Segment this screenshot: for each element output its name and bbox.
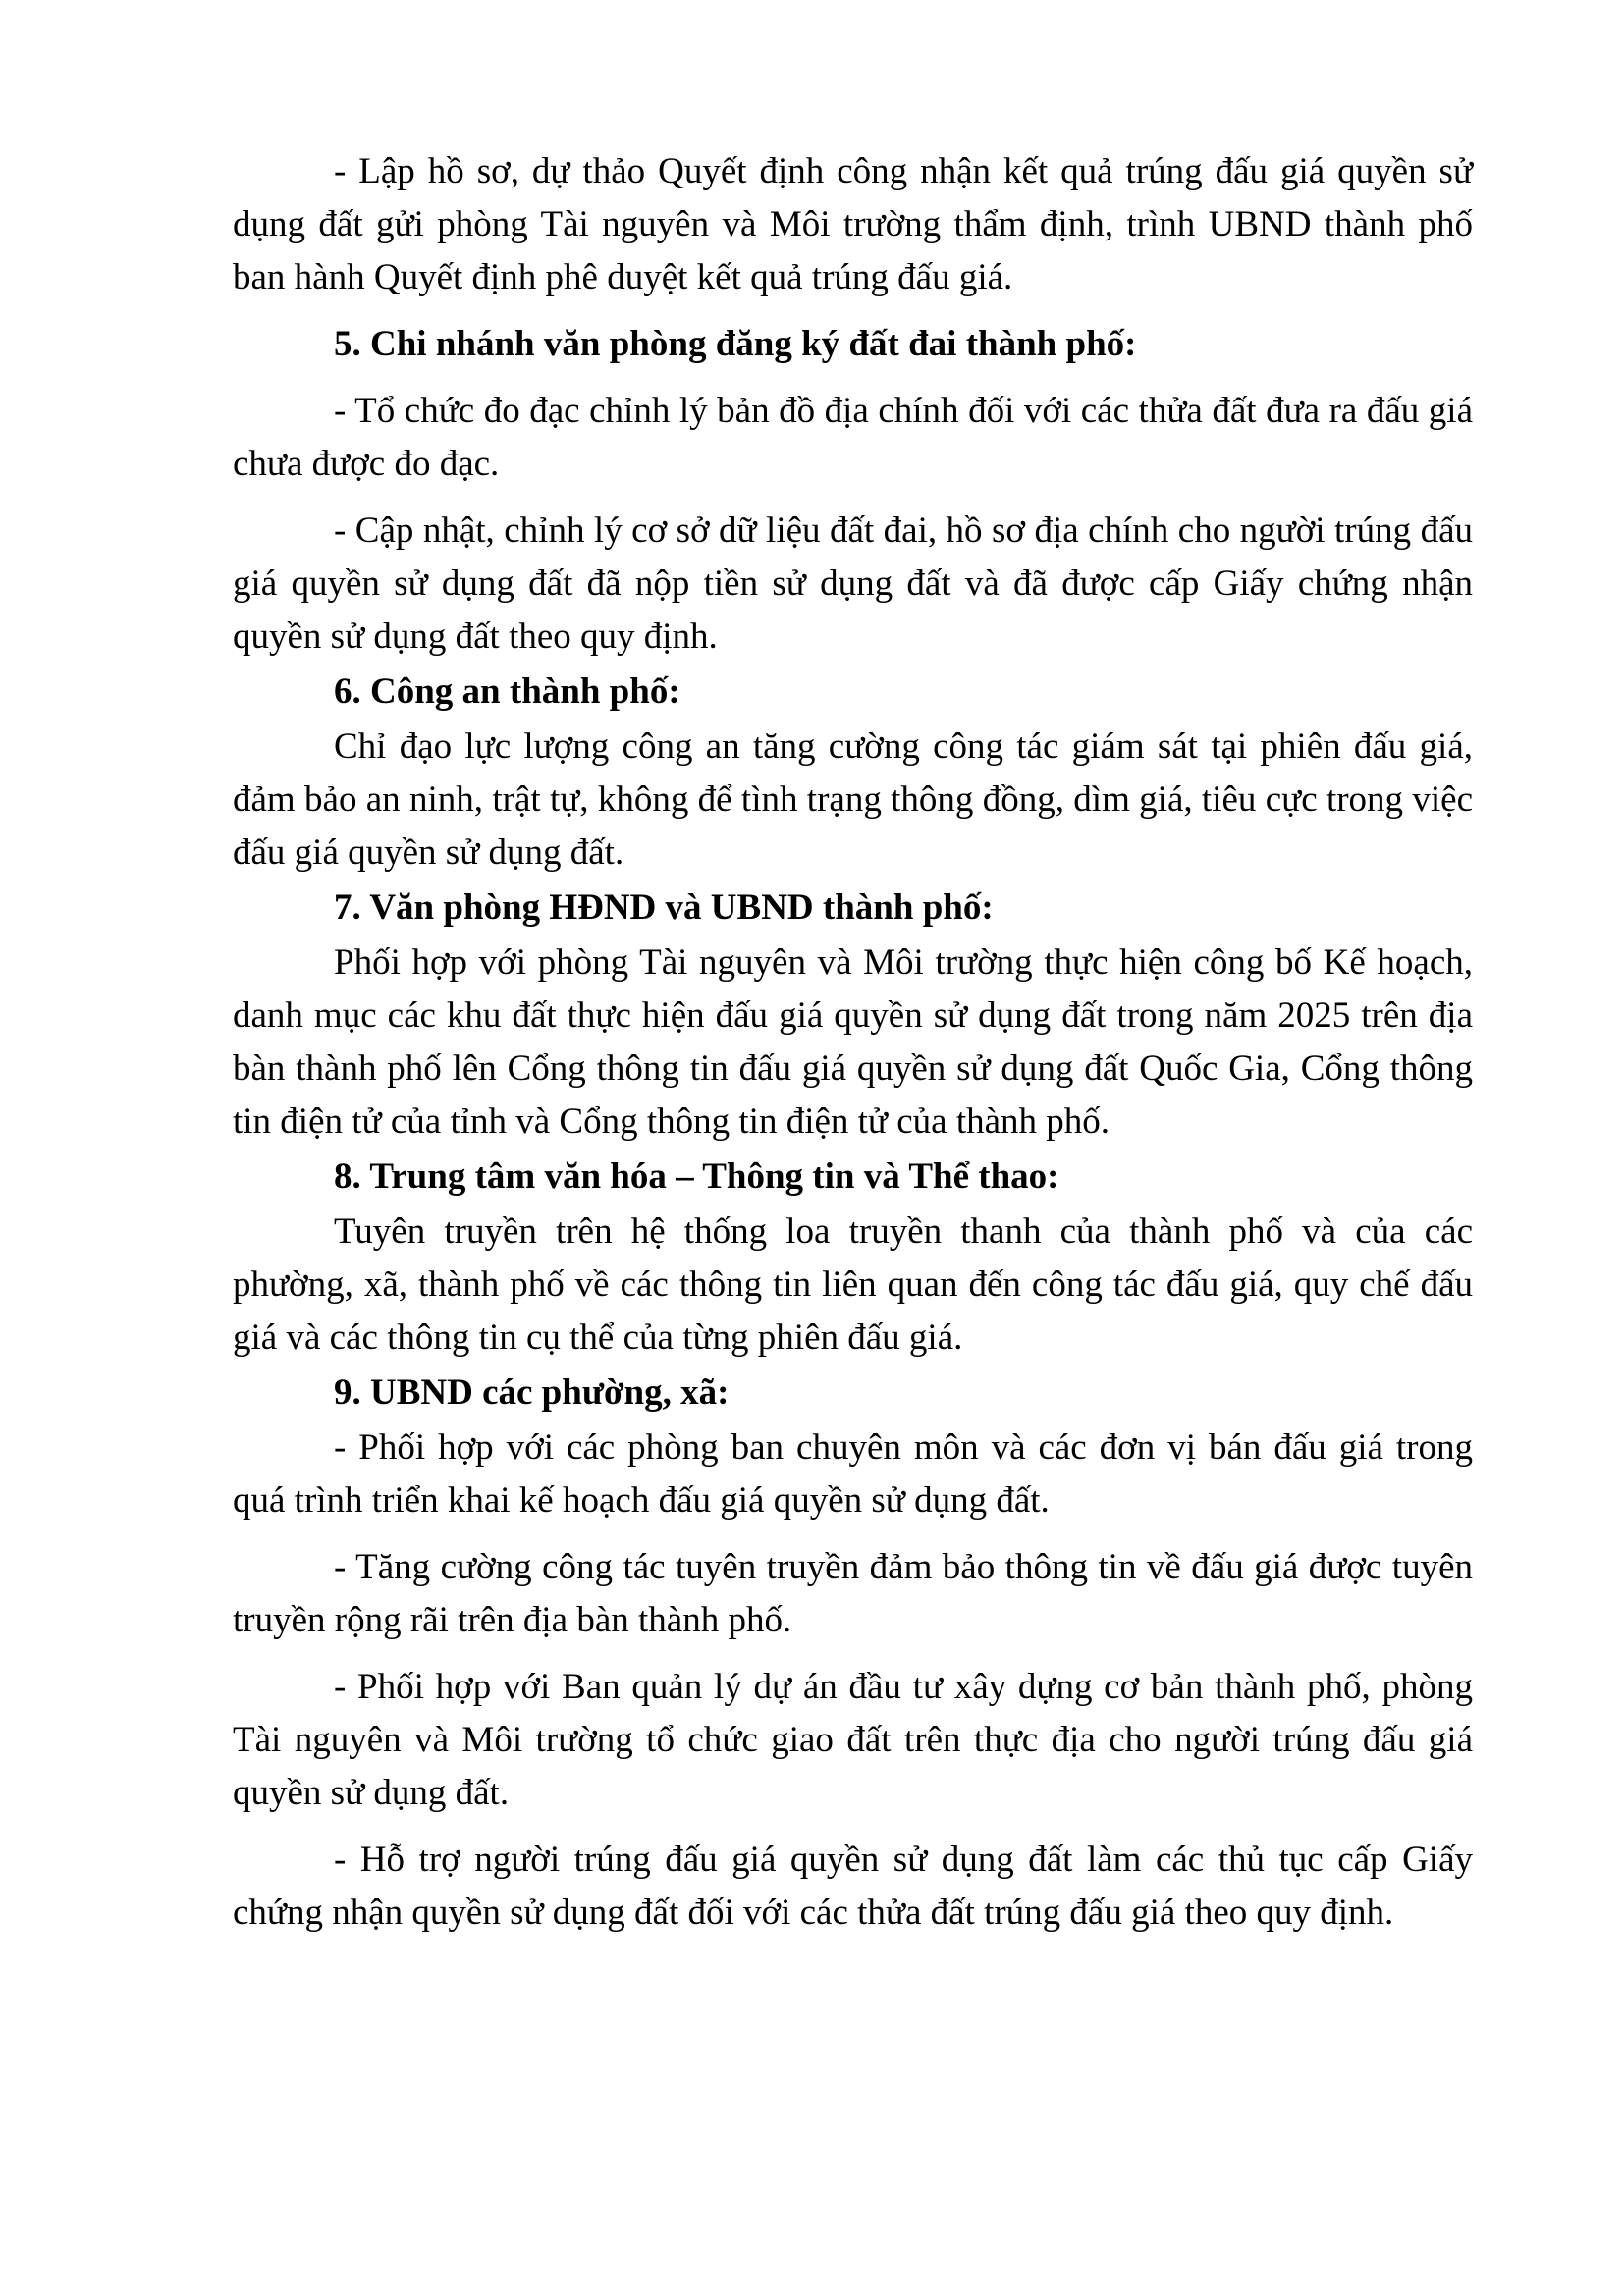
heading-land-registration-office: 5. Chi nhánh văn phòng đăng ký đất đai thành phố: xyxy=(334,324,1137,364)
paragraph-coordinate-departments: - Phối hợp với các phòng ban chuyên môn và các đơn vị bán đấu giá trong quá trình triển khai kế hoạch đấu giá quyền sử dụng đất. xyxy=(233,1427,1473,1521)
paragraph-publish-plan: Phối hợp với phòng Tài nguyên và Môi trường thực hiện công bố Kế hoạch, danh mục các khu đất thực hiện đấu giá quyền sử dụng đất trong năm 2025 trên địa bàn thành phố lên Cổng thông tin đấu giá quyền sử dụng đất Quốc Gia, Cổng thông tin điện tử của tỉnh và Cổng thông tin điện tử của thành phố. xyxy=(233,942,1473,1142)
heading-city-police: 6. Công an thành phố: xyxy=(334,671,680,712)
document-page xyxy=(233,145,1473,1953)
heading-council-office: 7. Văn phòng HĐND và UBND thành phố: xyxy=(334,887,994,928)
paragraph-police-supervision: Chỉ đạo lực lượng công an tăng cường công tác giám sát tại phiên đấu giá, đảm bảo an ninh, trật tự, không để tình trạng thông đồng, dìm giá, tiêu cực trong việc đấu giá quyền sử dụng đất. xyxy=(233,726,1473,873)
paragraph-land-handover: - Phối hợp với Ban quản lý dự án đầu tư xây dựng cơ bản thành phố, phòng Tài nguyên và Môi trường tổ chức giao đất trên thực địa cho người trúng đấu giá quyền sử dụng đất. xyxy=(233,1667,1473,1813)
paragraph-propaganda: - Tăng cường công tác tuyên truyền đảm bảo thông tin về đấu giá được tuyên truyền rộng rãi trên địa bàn thành phố. xyxy=(233,1547,1473,1640)
paragraph-survey: - Tổ chức đo đạc chỉnh lý bản đồ địa chính đối với các thửa đất đưa ra đấu giá chưa được đo đạc. xyxy=(233,391,1473,484)
heading-culture-center: 8. Trung tâm văn hóa – Thông tin và Thể thao: xyxy=(334,1156,1059,1197)
paragraph-update-database: - Cập nhật, chỉnh lý cơ sở dữ liệu đất đai, hồ sơ địa chính cho người trúng đấu giá quyền sử dụng đất đã nộp tiền sử dụng đất và đã được cấp Giấy chứng nhận quyền sử dụng đất theo quy định. xyxy=(233,510,1473,657)
paragraph-certificate-support: - Hỗ trợ người trúng đấu giá quyền sử dụng đất làm các thủ tục cấp Giấy chứng nhận quyền sử dụng đất đối với các thửa đất trúng đấu giá theo quy định. xyxy=(233,1840,1473,1933)
paragraph-draft-decision: - Lập hồ sơ, dự thảo Quyết định công nhận kết quả trúng đấu giá quyền sử dụng đất gửi phòng Tài nguyên và Môi trường thẩm định, trình UBND thành phố ban hành Quyết định phê duyệt kết quả trúng đấu giá. xyxy=(233,151,1473,297)
heading-ward-committees: 9. UBND các phường, xã: xyxy=(334,1372,730,1413)
paragraph-broadcast: Tuyên truyền trên hệ thống loa truyền thanh của thành phố và của các phường, xã, thành phố về các thông tin liên quan đến công tác đấu giá, quy chế đấu giá và các thông tin cụ thể của từng phiên đấu giá. xyxy=(233,1211,1473,1358)
